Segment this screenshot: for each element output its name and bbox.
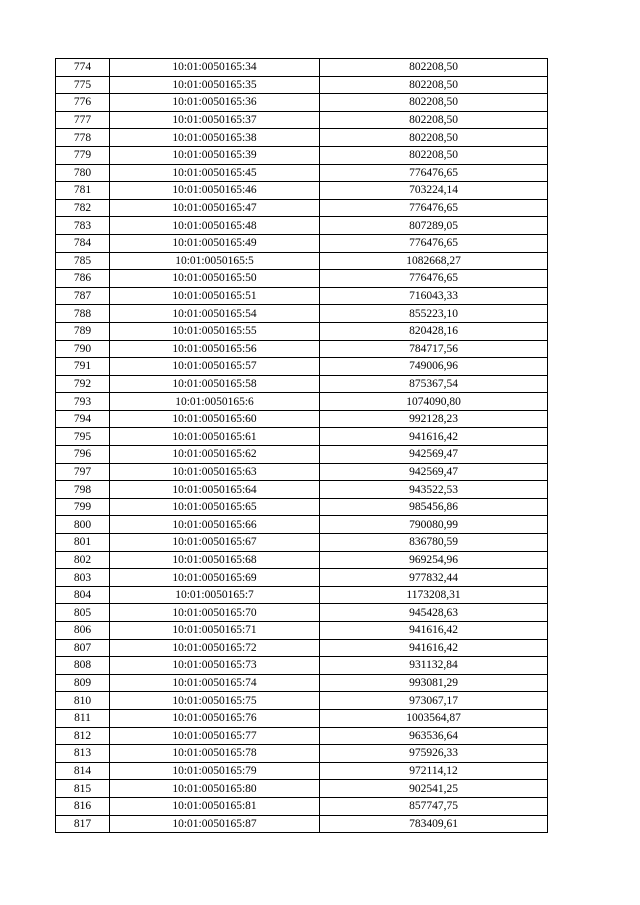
value-cell: 776476,65 <box>320 270 548 288</box>
row-number-cell: 786 <box>56 270 110 288</box>
value-cell: 942569,47 <box>320 446 548 464</box>
value-cell: 1074090,80 <box>320 393 548 411</box>
row-number-cell: 804 <box>56 586 110 604</box>
cadastral-number-cell: 10:01:0050165:81 <box>110 797 320 815</box>
cadastral-number-cell: 10:01:0050165:78 <box>110 745 320 763</box>
row-number-cell: 799 <box>56 498 110 516</box>
value-cell: 969254,96 <box>320 551 548 569</box>
cadastral-number-cell: 10:01:0050165:50 <box>110 270 320 288</box>
table-row <box>56 270 548 288</box>
value-cell: 749006,96 <box>320 358 548 376</box>
cadastral-number-cell: 10:01:0050165:77 <box>110 727 320 745</box>
value-cell: 820428,16 <box>320 322 548 340</box>
row-number-cell: 789 <box>56 322 110 340</box>
value-cell: 776476,65 <box>320 234 548 252</box>
value-cell: 1082668,27 <box>320 252 548 270</box>
row-number-cell: 809 <box>56 674 110 692</box>
row-number-cell: 776 <box>56 94 110 112</box>
value-cell: 941616,42 <box>320 639 548 657</box>
cadastral-number-cell: 10:01:0050165:36 <box>110 94 320 112</box>
row-number-cell: 790 <box>56 340 110 358</box>
cadastral-number-cell: 10:01:0050165:7 <box>110 586 320 604</box>
cadastral-number-cell: 10:01:0050165:73 <box>110 657 320 675</box>
table-row <box>56 164 548 182</box>
row-number-cell: 794 <box>56 410 110 428</box>
row-number-cell: 798 <box>56 481 110 499</box>
cadastral-number-cell: 10:01:0050165:37 <box>110 111 320 129</box>
cadastral-number-cell: 10:01:0050165:51 <box>110 287 320 305</box>
value-cell: 802208,50 <box>320 59 548 77</box>
cadastral-value-table <box>55 58 548 833</box>
row-number-cell: 785 <box>56 252 110 270</box>
value-cell: 783409,61 <box>320 815 548 833</box>
value-cell: 941616,42 <box>320 428 548 446</box>
row-number-cell: 816 <box>56 797 110 815</box>
table-row <box>56 551 548 569</box>
row-number-cell: 791 <box>56 358 110 376</box>
table-row <box>56 252 548 270</box>
value-cell: 875367,54 <box>320 375 548 393</box>
cadastral-number-cell: 10:01:0050165:62 <box>110 446 320 464</box>
cadastral-number-cell: 10:01:0050165:76 <box>110 709 320 727</box>
row-number-cell: 777 <box>56 111 110 129</box>
value-cell: 857747,75 <box>320 797 548 815</box>
cadastral-number-cell: 10:01:0050165:67 <box>110 534 320 552</box>
table-body <box>56 59 548 833</box>
table-row <box>56 111 548 129</box>
value-cell: 776476,65 <box>320 164 548 182</box>
value-cell: 855223,10 <box>320 305 548 323</box>
cadastral-number-cell: 10:01:0050165:74 <box>110 674 320 692</box>
row-number-cell: 817 <box>56 815 110 833</box>
value-cell: 993081,29 <box>320 674 548 692</box>
cadastral-number-cell: 10:01:0050165:87 <box>110 815 320 833</box>
row-number-cell: 796 <box>56 446 110 464</box>
value-cell: 776476,65 <box>320 199 548 217</box>
value-cell: 802208,50 <box>320 111 548 129</box>
table-row <box>56 797 548 815</box>
table-row <box>56 375 548 393</box>
value-cell: 963536,64 <box>320 727 548 745</box>
table-row <box>56 428 548 446</box>
row-number-cell: 781 <box>56 182 110 200</box>
value-cell: 977832,44 <box>320 569 548 587</box>
table-row <box>56 322 548 340</box>
table-row <box>56 657 548 675</box>
table-row <box>56 199 548 217</box>
cadastral-number-cell: 10:01:0050165:55 <box>110 322 320 340</box>
table-row <box>56 674 548 692</box>
table-row <box>56 146 548 164</box>
value-cell: 945428,63 <box>320 604 548 622</box>
table-row <box>56 129 548 147</box>
value-cell: 943522,53 <box>320 481 548 499</box>
row-number-cell: 792 <box>56 375 110 393</box>
row-number-cell: 807 <box>56 639 110 657</box>
value-cell: 985456,86 <box>320 498 548 516</box>
value-cell: 802208,50 <box>320 129 548 147</box>
table-row <box>56 217 548 235</box>
table-row <box>56 234 548 252</box>
cadastral-number-cell: 10:01:0050165:47 <box>110 199 320 217</box>
value-cell: 802208,50 <box>320 76 548 94</box>
value-cell: 972114,12 <box>320 762 548 780</box>
cadastral-number-cell: 10:01:0050165:60 <box>110 410 320 428</box>
row-number-cell: 780 <box>56 164 110 182</box>
cadastral-number-cell: 10:01:0050165:75 <box>110 692 320 710</box>
cadastral-number-cell: 10:01:0050165:66 <box>110 516 320 534</box>
row-number-cell: 813 <box>56 745 110 763</box>
table-row <box>56 622 548 640</box>
row-number-cell: 787 <box>56 287 110 305</box>
row-number-cell: 782 <box>56 199 110 217</box>
value-cell: 790080,99 <box>320 516 548 534</box>
table-row <box>56 762 548 780</box>
cadastral-number-cell: 10:01:0050165:38 <box>110 129 320 147</box>
cadastral-number-cell: 10:01:0050165:46 <box>110 182 320 200</box>
table-row <box>56 393 548 411</box>
value-cell: 1173208,31 <box>320 586 548 604</box>
row-number-cell: 810 <box>56 692 110 710</box>
cadastral-number-cell: 10:01:0050165:64 <box>110 481 320 499</box>
value-cell: 931132,84 <box>320 657 548 675</box>
cadastral-number-cell: 10:01:0050165:48 <box>110 217 320 235</box>
value-cell: 802208,50 <box>320 94 548 112</box>
row-number-cell: 801 <box>56 534 110 552</box>
table-row <box>56 815 548 833</box>
row-number-cell: 783 <box>56 217 110 235</box>
table-row <box>56 639 548 657</box>
row-number-cell: 793 <box>56 393 110 411</box>
table-row <box>56 709 548 727</box>
row-number-cell: 815 <box>56 780 110 798</box>
cadastral-number-cell: 10:01:0050165:34 <box>110 59 320 77</box>
value-cell: 807289,05 <box>320 217 548 235</box>
table-row <box>56 604 548 622</box>
table-row <box>56 340 548 358</box>
value-cell: 802208,50 <box>320 146 548 164</box>
table-row <box>56 745 548 763</box>
row-number-cell: 784 <box>56 234 110 252</box>
table-row <box>56 446 548 464</box>
value-cell: 836780,59 <box>320 534 548 552</box>
row-number-cell: 795 <box>56 428 110 446</box>
table-row <box>56 692 548 710</box>
row-number-cell: 779 <box>56 146 110 164</box>
cadastral-number-cell: 10:01:0050165:57 <box>110 358 320 376</box>
table-row <box>56 410 548 428</box>
table-row <box>56 94 548 112</box>
row-number-cell: 814 <box>56 762 110 780</box>
value-cell: 716043,33 <box>320 287 548 305</box>
row-number-cell: 812 <box>56 727 110 745</box>
table-row <box>56 182 548 200</box>
cadastral-number-cell: 10:01:0050165:49 <box>110 234 320 252</box>
table-row <box>56 76 548 94</box>
value-cell: 703224,14 <box>320 182 548 200</box>
table-row <box>56 305 548 323</box>
cadastral-number-cell: 10:01:0050165:71 <box>110 622 320 640</box>
value-cell: 784717,56 <box>320 340 548 358</box>
row-number-cell: 778 <box>56 129 110 147</box>
row-number-cell: 775 <box>56 76 110 94</box>
row-number-cell: 805 <box>56 604 110 622</box>
row-number-cell: 774 <box>56 59 110 77</box>
cadastral-number-cell: 10:01:0050165:61 <box>110 428 320 446</box>
table-row <box>56 586 548 604</box>
cadastral-number-cell: 10:01:0050165:45 <box>110 164 320 182</box>
table-row <box>56 59 548 77</box>
table-row <box>56 727 548 745</box>
cadastral-number-cell: 10:01:0050165:69 <box>110 569 320 587</box>
cadastral-number-cell: 10:01:0050165:5 <box>110 252 320 270</box>
cadastral-number-cell: 10:01:0050165:72 <box>110 639 320 657</box>
row-number-cell: 808 <box>56 657 110 675</box>
value-cell: 973067,17 <box>320 692 548 710</box>
row-number-cell: 788 <box>56 305 110 323</box>
value-cell: 1003564,87 <box>320 709 548 727</box>
table-row <box>56 534 548 552</box>
table-row <box>56 463 548 481</box>
cadastral-number-cell: 10:01:0050165:80 <box>110 780 320 798</box>
cadastral-number-cell: 10:01:0050165:39 <box>110 146 320 164</box>
cadastral-number-cell: 10:01:0050165:68 <box>110 551 320 569</box>
value-cell: 992128,23 <box>320 410 548 428</box>
row-number-cell: 797 <box>56 463 110 481</box>
cadastral-number-cell: 10:01:0050165:65 <box>110 498 320 516</box>
cadastral-number-cell: 10:01:0050165:56 <box>110 340 320 358</box>
value-cell: 902541,25 <box>320 780 548 798</box>
table-row <box>56 569 548 587</box>
row-number-cell: 800 <box>56 516 110 534</box>
table-row <box>56 358 548 376</box>
table-row <box>56 780 548 798</box>
cadastral-number-cell: 10:01:0050165:35 <box>110 76 320 94</box>
row-number-cell: 806 <box>56 622 110 640</box>
table-row <box>56 481 548 499</box>
row-number-cell: 802 <box>56 551 110 569</box>
row-number-cell: 803 <box>56 569 110 587</box>
row-number-cell: 811 <box>56 709 110 727</box>
cadastral-number-cell: 10:01:0050165:54 <box>110 305 320 323</box>
table-row <box>56 516 548 534</box>
cadastral-number-cell: 10:01:0050165:6 <box>110 393 320 411</box>
table-row <box>56 498 548 516</box>
table-row <box>56 287 548 305</box>
value-cell: 941616,42 <box>320 622 548 640</box>
cadastral-number-cell: 10:01:0050165:58 <box>110 375 320 393</box>
cadastral-number-cell: 10:01:0050165:79 <box>110 762 320 780</box>
value-cell: 942569,47 <box>320 463 548 481</box>
cadastral-number-cell: 10:01:0050165:70 <box>110 604 320 622</box>
cadastral-number-cell: 10:01:0050165:63 <box>110 463 320 481</box>
value-cell: 975926,33 <box>320 745 548 763</box>
